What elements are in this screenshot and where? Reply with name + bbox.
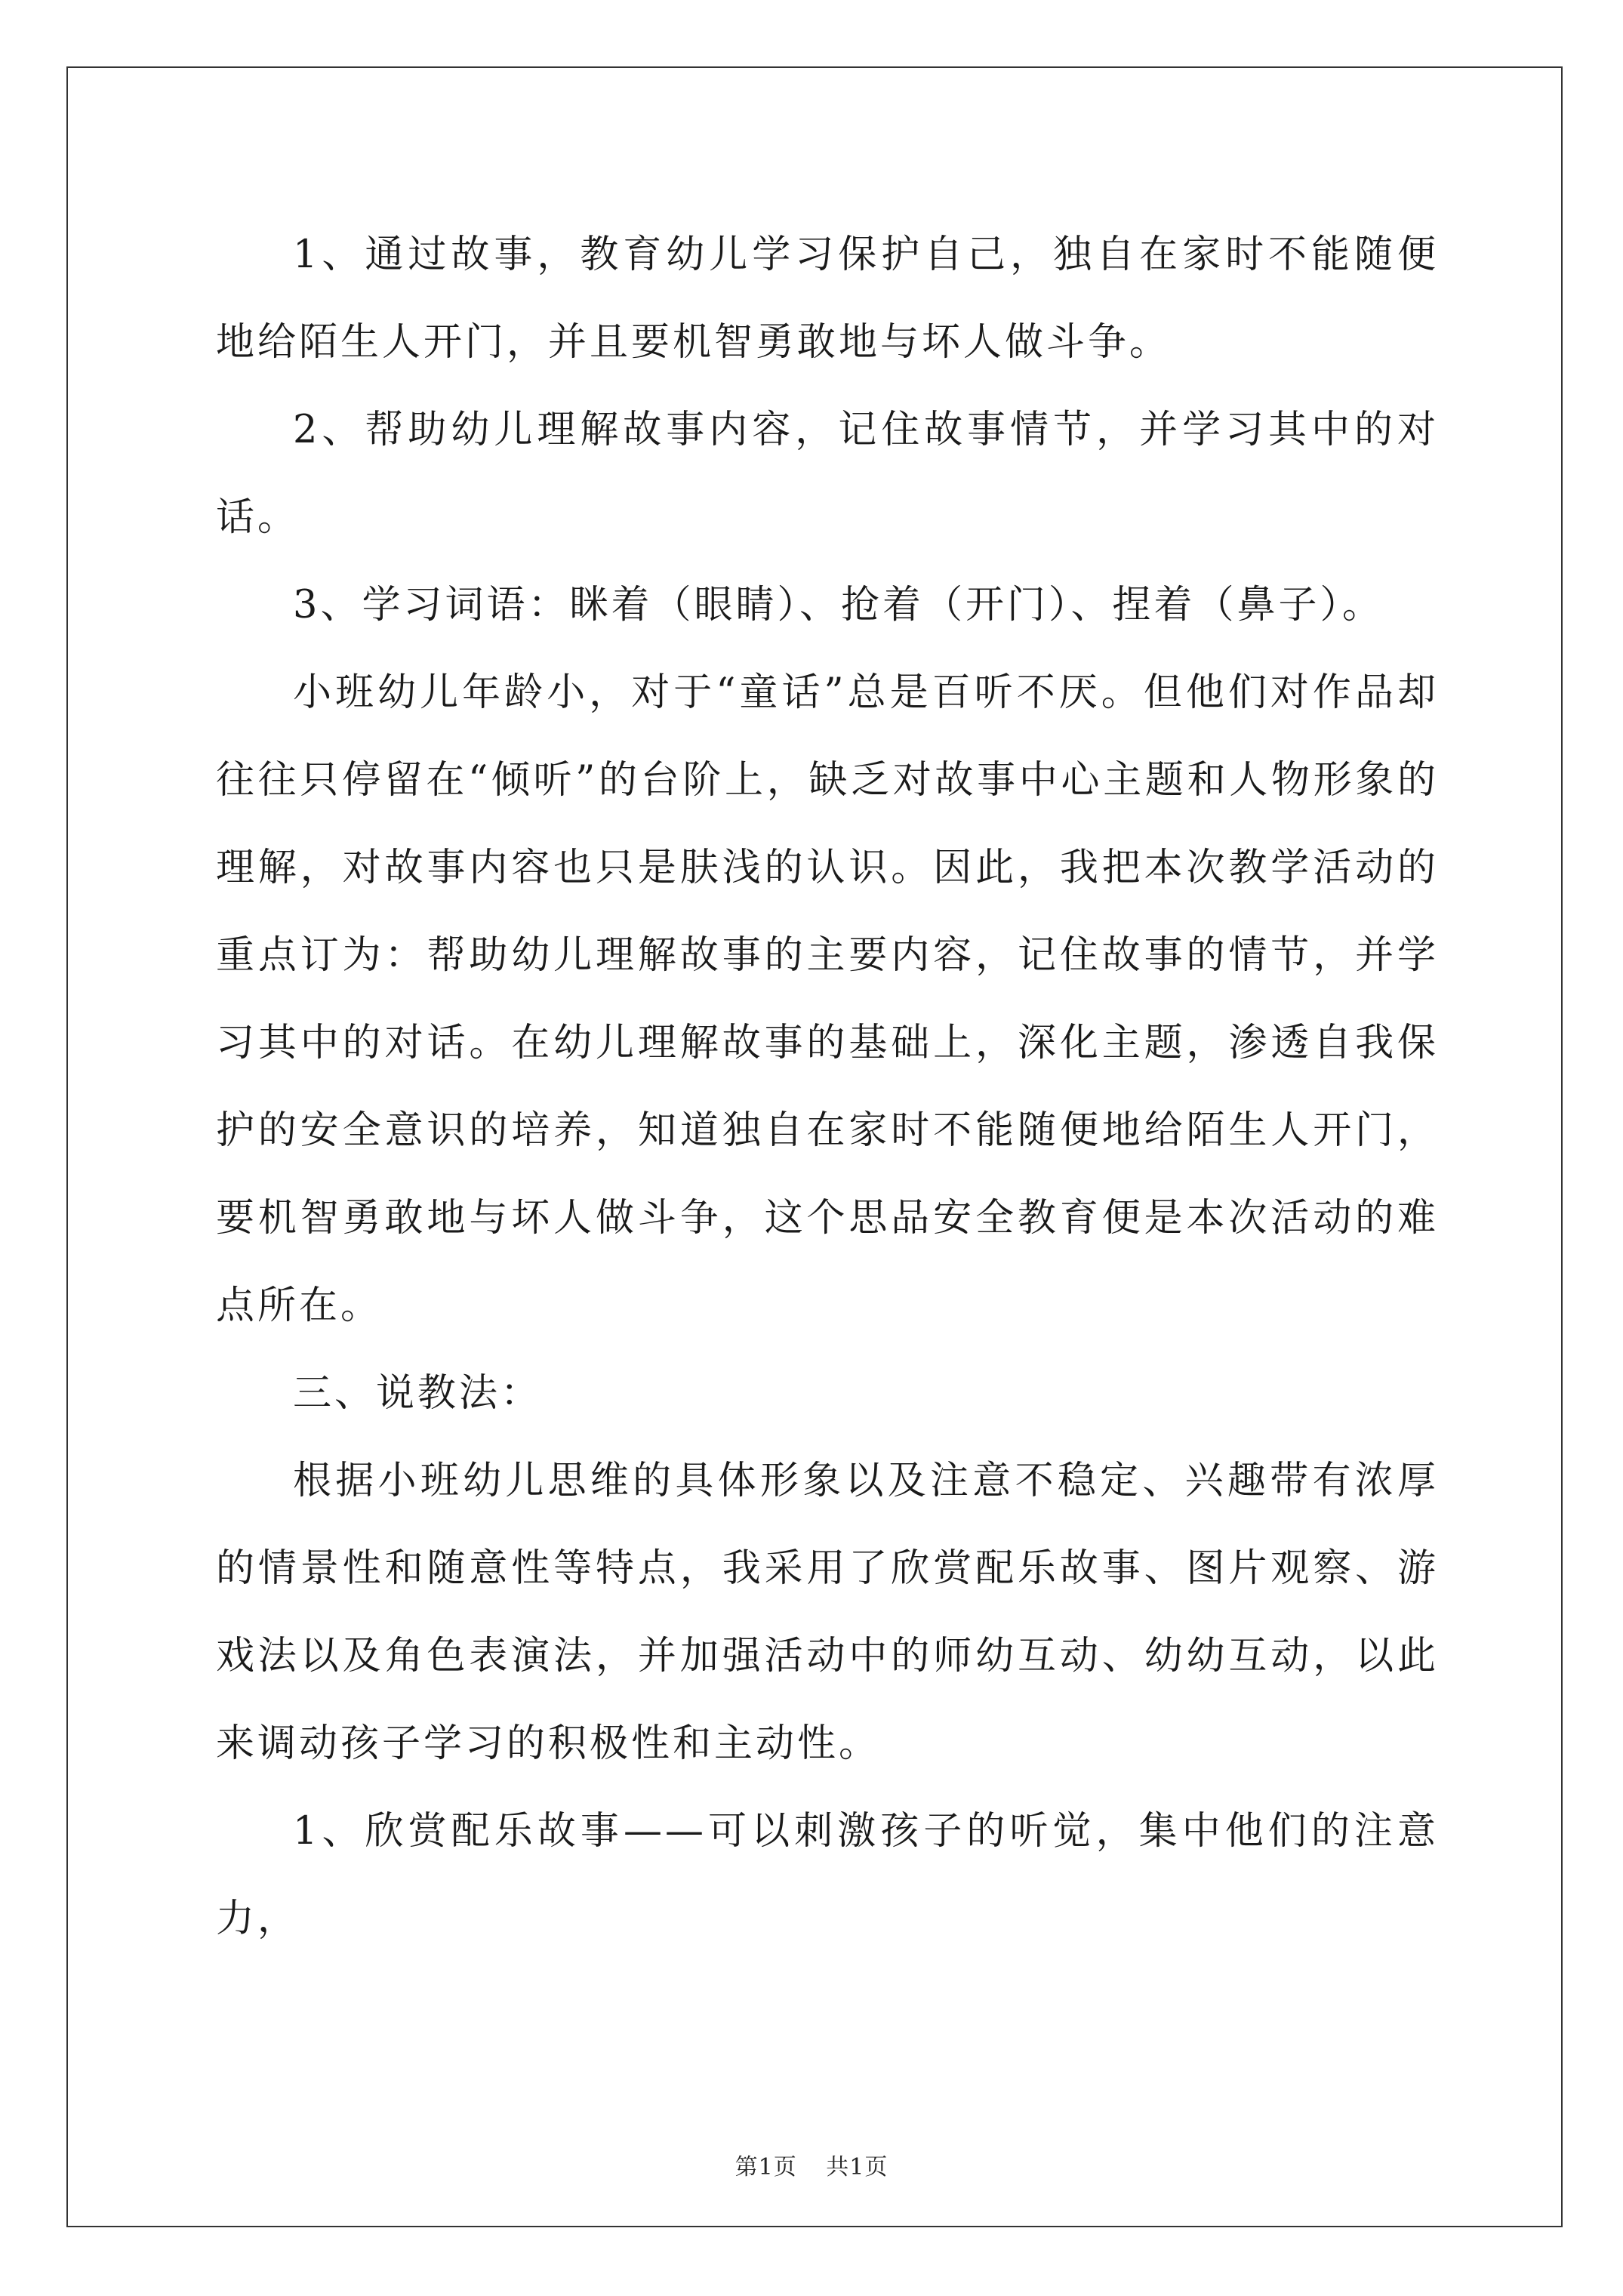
paragraph-method-1: 1、欣赏配乐故事——可以刺激孩子的听觉，集中他们的注意力， bbox=[216, 1809, 1439, 1941]
paragraph-analysis: 小班幼儿年龄小，对于“童话”总是百听不厌。但他们对作品却往往只停留在“倾听”的台阶上，缺乏对故事中心主题和人物形象的理解，对故事内容也只是肤浅的认识。因此，我把本次教学活动的重点订为：帮助幼儿理解故事的主要内容，记住故事的情节，并学习其中的对话。在幼儿理解故事的基础上，深化主题，渗透自我保护的安全意识的培养，知道独自在家时不能随便地给陌生人开门，要机智勇敢地与坏人做斗争，这个思品安全教育便是本次活动的难点所在。 bbox=[216, 670, 1439, 1328]
paragraph-method-overview: 根据小班幼儿思维的具体形象以及注意不稳定、兴趣带有浓厚的情景性和随意性等特点，我采用了欣赏配乐故事、图片观察、游戏法以及角色表演法，并加强活动中的师幼互动、幼幼互动，以此来调动孩子学习的积极性和主动性。 bbox=[216, 1459, 1439, 1766]
document-body bbox=[216, 211, 1439, 1963]
page-footer bbox=[0, 2148, 1623, 2181]
section-heading-teaching-method: 三、说教法： bbox=[293, 1371, 543, 1416]
paragraph-goal-3: 3、学习词语：眯着（眼睛）、抢着（开门）、捏着（鼻子）。 bbox=[293, 583, 1384, 627]
paragraph-goal-1: 1、通过故事，教育幼儿学习保护自己，独自在家时不能随便地给陌生人开门，并且要机智勇敢地与坏人做斗争。 bbox=[216, 233, 1439, 365]
page-number: 第1页 bbox=[735, 2154, 797, 2180]
paragraph-goal-2: 2、帮助幼儿理解故事内容，记住故事情节，并学习其中的对话。 bbox=[216, 408, 1439, 540]
page-total: 共1页 bbox=[826, 2154, 888, 2180]
